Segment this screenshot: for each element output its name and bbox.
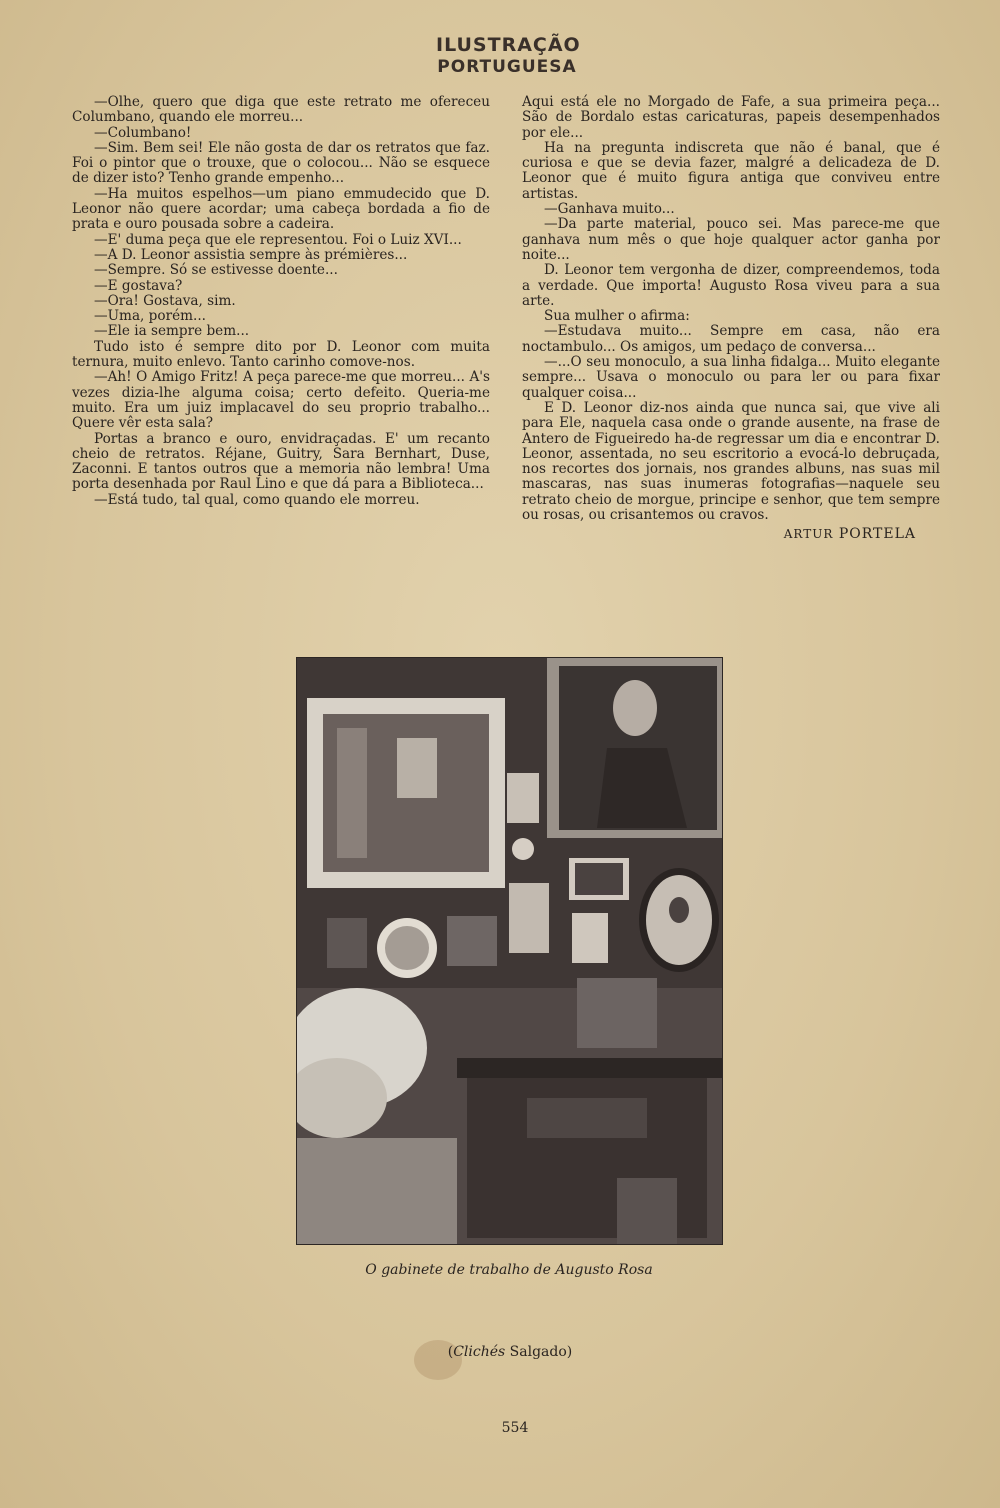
paragraph: —E' duma peça que ele representou. Foi o Luiz XVI...: [94, 231, 462, 248]
paragraph: —Da parte material, pouco sei. Mas parece-me que ganhava num mês o que hoje qualquer actor ganha por noite...: [522, 216, 940, 263]
masthead-line-1: ILUSTRAÇÃO: [436, 34, 581, 56]
paragraph: Tudo isto é sempre dito por D. Leonor com muita ternura, muito enlevo. Tanto carinho comove-nos.: [72, 338, 490, 371]
paragraph: —Estudava muito... Sempre em casa, não era noctambulo... Os amigos, um pedaço de conversa...: [522, 323, 940, 355]
credit-name: Salgado: [509, 1344, 567, 1360]
photo-caption: O gabinete de trabalho de Augusto Rosa: [365, 1262, 653, 1278]
article-column-left: [72, 95, 490, 508]
paragraph: —Ele ia sempre bem...: [94, 323, 250, 340]
author-last-name: PORTELA: [838, 526, 916, 543]
author-signature: [522, 527, 940, 542]
paragraph: —Ganhava muito...: [544, 201, 675, 218]
paragraph: —Está tudo, tal qual, como quando ele morreu.: [94, 491, 420, 508]
paragraph: —A D. Leonor assistia sempre às prémières...: [94, 246, 408, 263]
paragraph: —Columbano!: [94, 124, 192, 141]
paragraph: E D. Leonor diz-nos ainda que nunca sai, que vive ali para Ele, naquela casa onde o grande ausente, na frase de Antero de Figueiredo ha-de regressar um dia e encontrar D. Leonor, assentada, no seu escritorio a evocá-lo debruçada, nos recortes dos jornais, nos grandes albuns, nas suas mil mascaras, nas suas inumeras fotografias—naquele seu retrato cheio de morgue, principe e senhor, que tem sempre ou rosas, ou crisantemos ou cravos.: [522, 399, 940, 524]
paragraph: —E gostava?: [94, 277, 183, 294]
paragraph: Portas a branco e ouro, envidraçadas. E' um recanto cheio de retratos. Réjane, Guitry, Sara Bernhart, Duse, Zaconni. E tantos outros que a memoria não lembra! Uma porta desenhada por Raul Lino e que dá para a Biblioteca...: [72, 430, 490, 493]
masthead-logo: [436, 34, 581, 82]
paragraph: Sua mulher o afirma:: [544, 308, 690, 325]
paragraph: Ha na pregunta indiscreta que não é banal, que é curiosa e que se devia fazer, malgré a delicadeza de D. Leonor que é muito figura antiga que conviveu entre artistas.: [522, 139, 940, 202]
credit-label: Clichés: [453, 1344, 506, 1360]
page-number: 554: [501, 1420, 529, 1436]
paragraph: —Ah! O Amigo Fritz! A peça parece-me que morreu... A's vezes dizia-lhe alguma coisa; certo defeito. Queria-me muito. Era um juiz implacavel do seu proprio trabalho... Quere vêr esta sala?: [72, 369, 490, 432]
paragraph: Aqui está ele no Morgado de Fafe, a sua primeira peça... São de Bordalo estas caricaturas, papeis desempenhados por ele...: [522, 94, 940, 141]
paragraph: D. Leonor tem vergonha de dizer, compreendemos, toda a verdade. Que importa! Augusto Rosa viveu para a sua arte.: [522, 262, 940, 309]
photo-illustration: [297, 658, 722, 1244]
paragraph: —Uma, porém...: [94, 308, 206, 325]
paragraph: —Olhe, quero que diga que este retrato me ofereceu Columbano, quando ele morreu...: [72, 94, 490, 126]
paragraph: —...O seu monoculo, a sua linha fidalga... Muito elegante sempre... Usava o monoculo ou para ler ou para fixar qualquer coisa...: [522, 354, 940, 401]
photo-credit: (Clichés Salgado): [447, 1344, 573, 1360]
paragraph: —Ora! Gostava, sim.: [94, 292, 236, 309]
paragraph: —Sempre. Só se estivesse doente...: [94, 262, 338, 279]
masthead-line-2: PORTUGUESA: [437, 57, 577, 77]
article-column-right: [522, 95, 940, 543]
author-first-name: ARTUR: [783, 527, 834, 542]
photograph-study-room: [296, 657, 723, 1245]
paragraph: —Sim. Bem sei! Ele não gosta de dar os retratos que faz. Foi o pintor que o trouxe, que o colocou... Não se esquece de dizer isto? Tenho grande empenho...: [72, 139, 490, 187]
paragraph: —Ha muitos espelhos—um piano emmudecido que D. Leonor não quere acordar; uma cabeça bordada a fio de prata e ouro pousada sobre a cadeira.: [72, 185, 490, 233]
